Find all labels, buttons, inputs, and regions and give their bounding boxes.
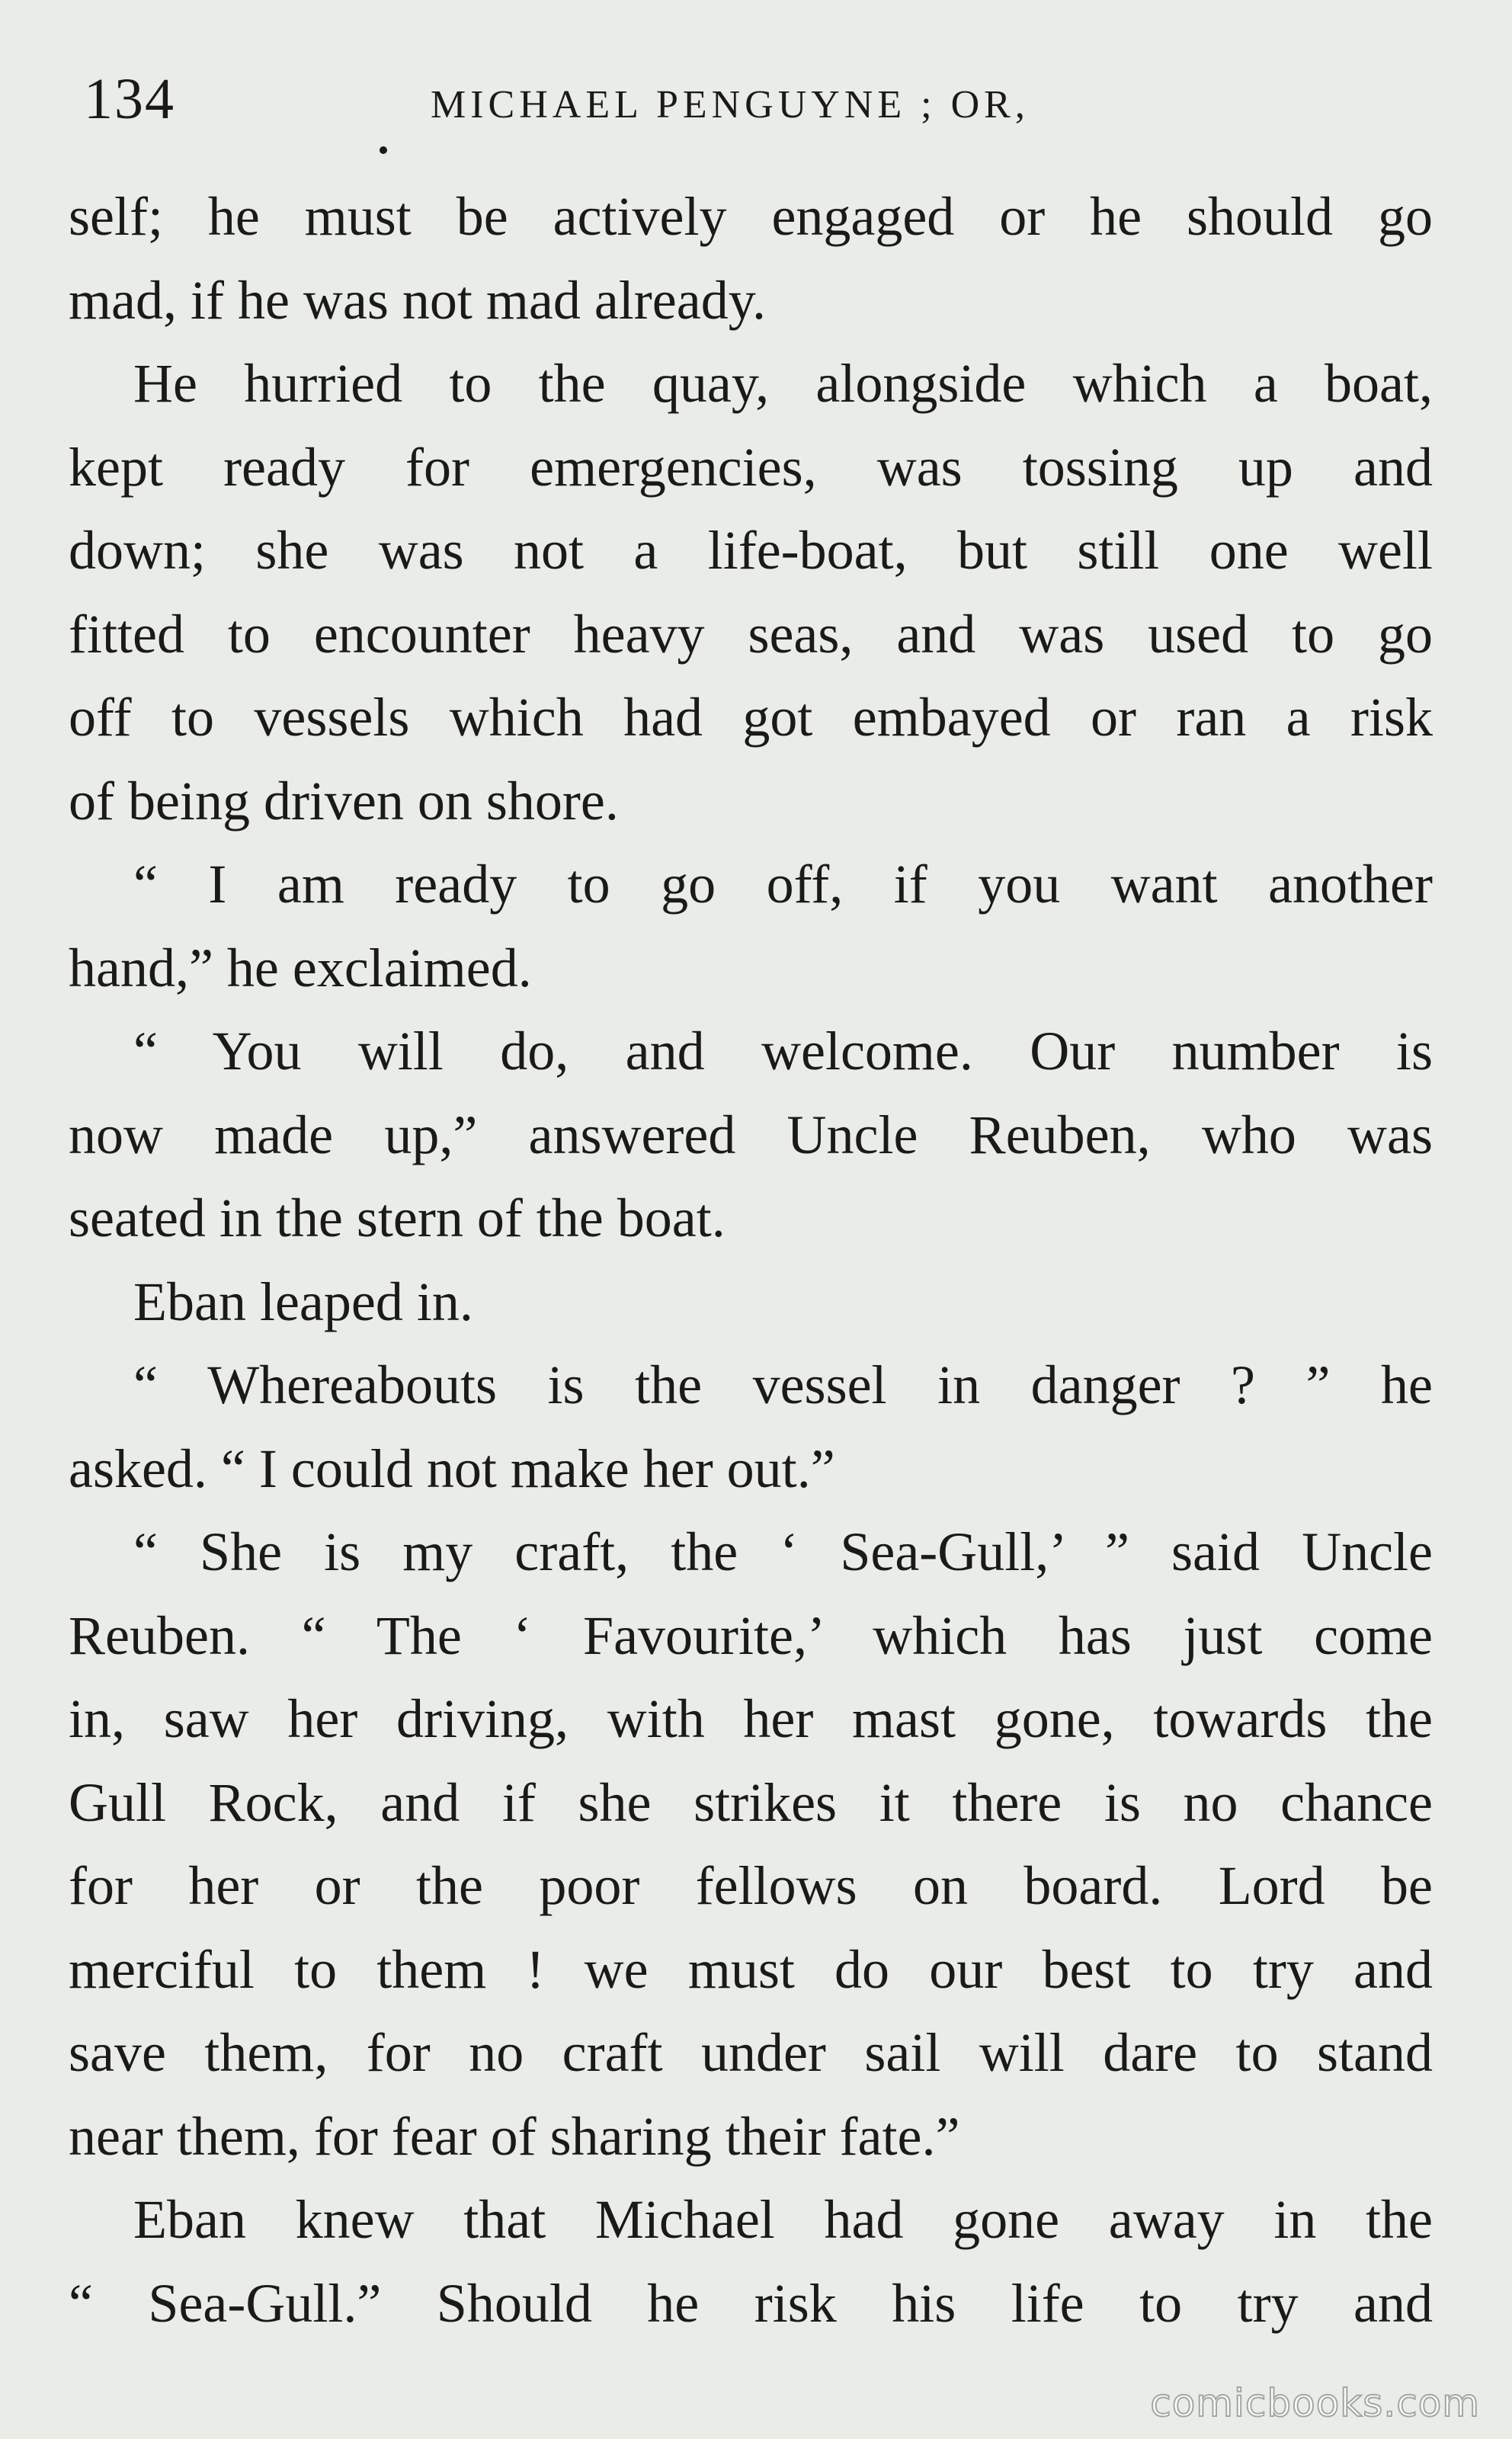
text-line: “ You will do, and welcome. Our number is [133, 1021, 1433, 1082]
body-text [69, 175, 1433, 2345]
text-line: of being driven on shore. [69, 770, 619, 832]
text-line: in, saw her driving, with her mast gone, towards the [69, 1688, 1433, 1749]
text-line: “ Sea-Gull.” Should he risk his life to try and [69, 2272, 1433, 2334]
text-line: near them, for fear of sharing their fate.” [69, 2105, 960, 2167]
text-line: down; she was not a life-boat, but still one well [69, 520, 1433, 581]
text-line: now made up,” answered Uncle Reuben, who was [69, 1104, 1433, 1165]
text-line: Eban knew that Michael had gone away in the [133, 2189, 1433, 2250]
text-line: kept ready for emergencies, was tossing up and [69, 436, 1433, 498]
text-line: off to vessels which had got embayed or ran a risk [69, 687, 1433, 748]
text-line: merciful to them ! we must do our best to try and [69, 1938, 1433, 2000]
text-line: Gull Rock, and if she strikes it there is no chance [69, 1771, 1433, 1833]
running-head [84, 61, 1440, 137]
text-line: “ I am ready to go off, if you want another [133, 854, 1433, 915]
text-line: fitted to encounter heavy seas, and was used to go [69, 603, 1433, 665]
text-line: Reuben. “ The ‘ Favourite,’ which has just come [69, 1604, 1433, 1666]
text-line: for her or the poor fellows on board. Lord be [69, 1855, 1433, 1916]
text-line: seated in the stern of the boat. [69, 1187, 726, 1248]
text-line: save them, for no craft under sail will dare to stand [69, 2022, 1433, 2083]
text-line: self; he must be actively engaged or he should go [69, 186, 1433, 247]
text-line: He hurried to the quay, alongside which a boat, [133, 353, 1433, 414]
page-number: 134 [84, 67, 175, 131]
text-line: “ Whereabouts is the vessel in danger ? ” he [133, 1354, 1433, 1415]
stray-ink-dot [380, 146, 387, 154]
text-line: “ She is my craft, the ‘ Sea-Gull,’ ” said Uncle [133, 1521, 1433, 1582]
text-line: Eban leaped in. [133, 1271, 473, 1332]
text-line: hand,” he exclaimed. [69, 937, 532, 998]
text-line: mad, if he was not mad already. [69, 269, 767, 331]
text-line: asked. “ I could not make her out.” [69, 1437, 835, 1499]
running-title: MICHAEL PENGUYNE ; OR, [431, 83, 1030, 127]
watermark: comicbooks.com [1150, 2381, 1480, 2425]
